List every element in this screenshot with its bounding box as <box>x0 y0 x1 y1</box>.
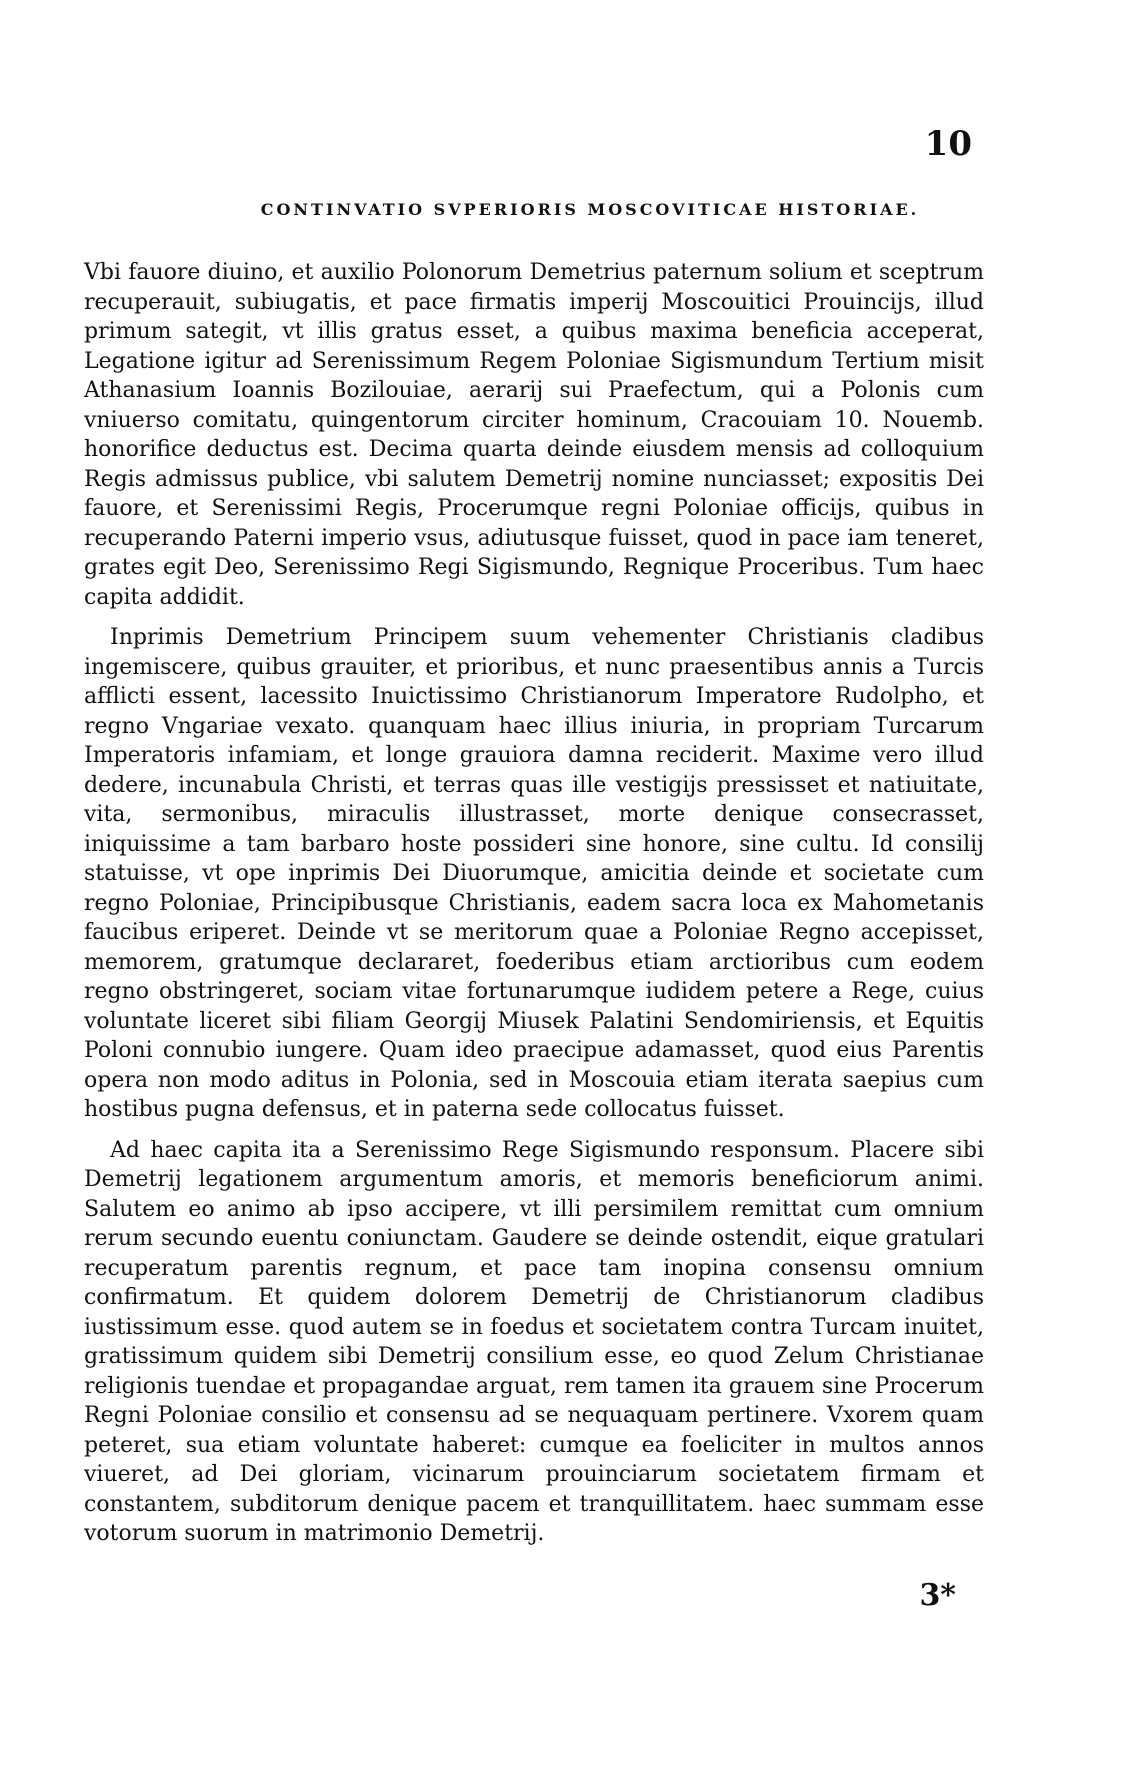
signature-mark: 3* <box>919 1578 956 1613</box>
paragraph: Inprimis Demetrium Principem suum vehementer Christianis cladibus ingemiscere, quibus grauiter, et prioribus, et nunc praesentibus annis a Turcis afflicti essent, lacessito Inuictissimo Christianorum Imperatore Rudolpho, et regno Vngariae vexato. quanquam haec illius iniuria, in propriam Turcarum Imperatoris infamiam, et longe grauiora damna reciderit. Maxime vero illud dedere, incunabula Christi, et terras quas ille vestigijs pressisset et natiuitate, vita, sermonibus, miraculis illustrasset, morte denique consecrasset, iniquissime a tam barbaro hoste possideri sine honore, sine cultu. Id consilij statuisse, vt ope inprimis Dei Diuorumque, amicitia deinde et societate cum regno Poloniae, Principibusque Christianis, eadem sacra loca ex Mahometanis faucibus eriperet. Deinde vt se meritorum quae a Poloniae Regno accepisset, memorem, gratumque declararet, foederibus etiam arctioribus cum eodem regno obstringeret, sociam vitae fortunarumque iudidem petere a Rege, cuius voluntate liceret sibi filiam Georgij Miusek Palatini Sendomiriensis, et Equitis Poloni connubio iungere. Quam ideo praecipue adamasset, quod eius Parentis opera non modo aditus in Poloniа, sed in Moscouia etiam iterata saepius cum hostibus pugna defensus, et in paterna sede collocatus fuisset. <box>84 625 984 1122</box>
running-head: CONTINVATIO SVPERIORIS MOSCOVITICAE HISTORIAE. <box>260 200 920 219</box>
paragraph: Vbi fauore diuino, et auxilio Polonorum Demetrius paternum solium et sceptrum recuperauit, subiugatis, et pace firmatis imperij Moscouitici Prouincijs, illud primum sategit, vt illis gratus esset, a quibus maxima beneficia acceperat, Legatione igitur ad Serenissimum Regem Poloniae Sigismundum Tertium misit Athanasium Ioannis Bozilouiae, aerarij sui Praefectum, qui a Polonis cum vniuerso comitatu, quingentorum circiter hominum, Cracouiam 10. Nouemb. honorifice deductus est. Decima quarta deinde eiusdem mensis ad colloquium Regis admissus publice, vbi salutem Demetrij nomine nunciasset; expositis Dei fauore, et Serenissimi Regis, Procerumque regni Poloniae officijs, quibus in recuperando Paterni imperio vsus, adiutusque fuisset, quod in pace iam teneret, grates egit Deo, Serenissimo Regi Sigismundo, Regnique Proceribus. Tum haec capita addidit. <box>84 260 984 610</box>
paragraph: Ad haec capita ita a Serenissimo Rege Sigismundo responsum. Placere sibi Demetrij legationem argumentum amoris, et memoris beneficiorum animi. Salutem eo animo ab ipso accipere, vt illi persimilem remittat cum omnium rerum secundo euentu coniunctam. Gaudere se deinde ostendit, eique gratulari recuperatum parentis regnum, et pace tam inopina consensu omnium confirmatum. Et quidem dolorem Demetrij de Christianorum cladibus iustissimum esse. quod autem se in foedus et societatem contra Turcam inuitet, gratissimum quidem sibi Demetrij consilium esse, eo quod Zelum Christianae religionis tuendae et propagandae arguat, rem tamen ita grauem sine Procerum Regni Poloniae consilio et consensu ad se nequaquam pertinere. Vxorem quam peteret, sua etiam voluntate haberet: cumque ea foeliciter in multos annos viueret, ad Dei gloriam, vicinarum prouinciarum societatem firmam et constantem, subditorum denique pacem et tranquillitatem. haec summam esse votorum suorum in matrimonio Demetrij. <box>84 1137 984 1546</box>
body-text <box>84 258 984 1560</box>
page-number: 10 <box>924 124 972 164</box>
